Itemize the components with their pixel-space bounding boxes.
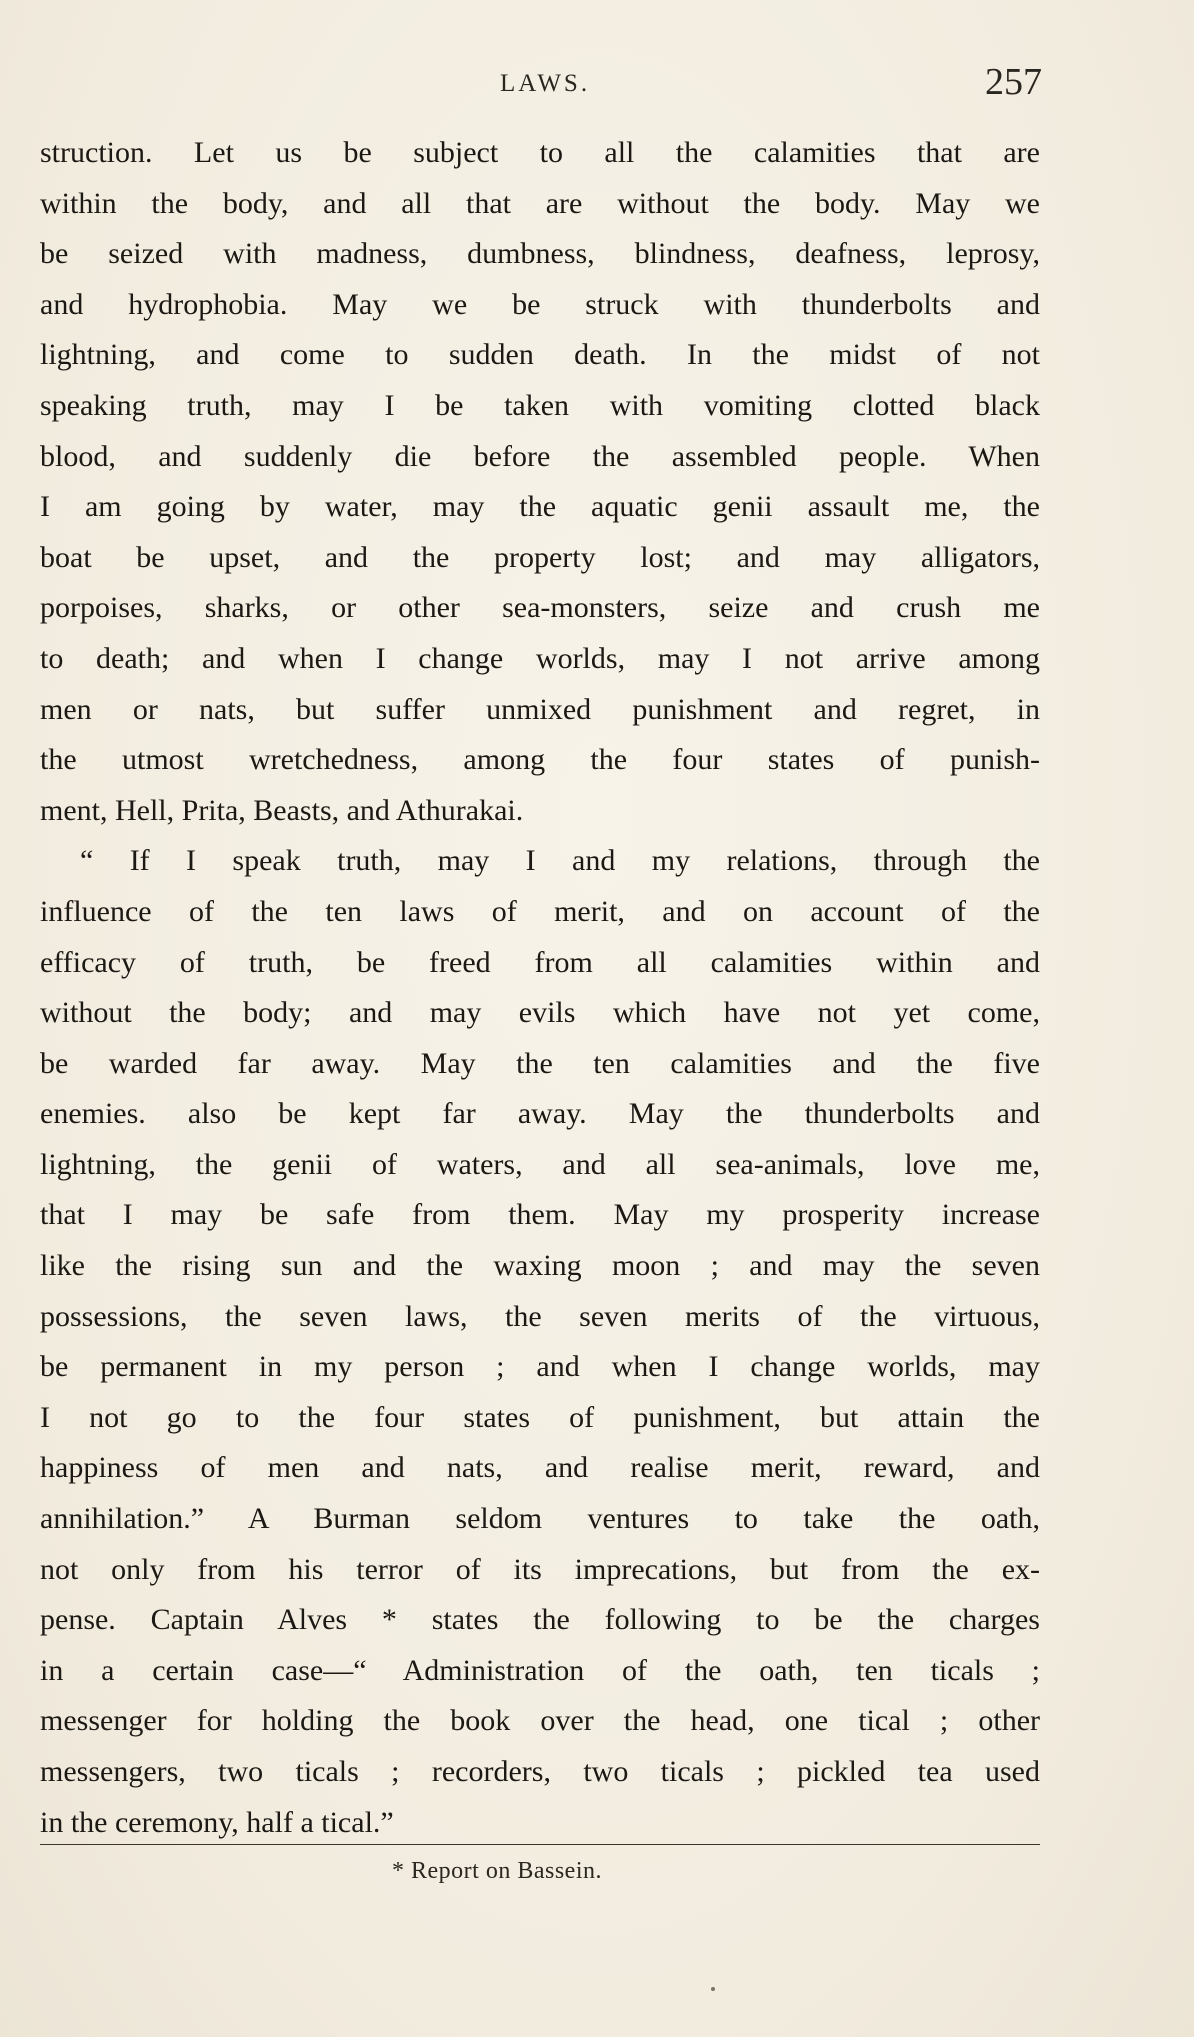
text-line: messengers, two ticals ; recorders, two ticals ; pickled tea used <box>40 1755 1040 1788</box>
text-line: influence of the ten laws of merit, and on account of the <box>40 894 1040 928</box>
text-line: possessions, the seven laws, the seven merits of the virtuous, <box>40 1299 1040 1333</box>
text-line: struction. Let us be subject to all the calamities that are <box>40 136 1040 169</box>
text-line: not only from his terror of its imprecations, but from the ex- <box>40 1552 1040 1586</box>
text-line: enemies. also be kept far away. May the thunderbolts and <box>40 1097 1040 1131</box>
text-line: without the body; and may evils which have not yet come, <box>40 996 1040 1030</box>
text-line: I not go to the four states of punishment, but attain the <box>40 1400 1040 1434</box>
paper-speck <box>711 1987 715 1991</box>
text-line: lightning, the genii of waters, and all sea-animals, love me, <box>40 1147 1040 1181</box>
text-line: in the ceremony, half a tical.” <box>40 1805 394 1839</box>
text-line: lightning, and come to sudden death. In the midst of not <box>40 338 1040 372</box>
text-line: I am going by water, may the aquatic genii assault me, the <box>40 490 1040 524</box>
text-line: blood, and suddenly die before the assembled people. When <box>40 439 1040 473</box>
text-line: annihilation.” A Burman seldom ventures to take the oath, <box>40 1502 1040 1536</box>
body-text <box>40 128 1040 1848</box>
text-line: in a certain case—“ Administration of the oath, ten ticals ; <box>40 1653 1040 1687</box>
text-line: “ If I speak truth, may I and my relations, through the <box>80 844 1040 878</box>
page-number: 257 <box>985 61 1042 103</box>
text-line: the utmost wretchedness, among the four states of punish- <box>40 743 1040 777</box>
text-line: that I may be safe from them. May my prosperity increase <box>40 1198 1040 1232</box>
footnote: * Report on Bassein. <box>392 1858 602 1884</box>
text-line: speaking truth, may I be taken with vomiting clotted black <box>40 388 1040 422</box>
text-line: be seized with madness, dumbness, blindness, deafness, leprosy, <box>40 237 1040 271</box>
text-line: messenger for holding the book over the head, one tical ; other <box>40 1704 1040 1738</box>
text-line: ment, Hell, Prita, Beasts, and Athurakai. <box>40 793 524 827</box>
text-line: men or nats, but suffer unmixed punishment and regret, in <box>40 692 1040 726</box>
footnote-divider <box>40 1844 1040 1845</box>
text-line: and hydrophobia. May we be struck with thunderbolts and <box>40 287 1040 321</box>
text-line: to death; and when I change worlds, may I not arrive among <box>40 641 1040 675</box>
text-line: within the body, and all that are without the body. May we <box>40 186 1040 220</box>
text-line: porpoises, sharks, or other sea-monsters, seize and crush me <box>40 591 1040 625</box>
text-line: be warded far away. May the ten calamities and the five <box>40 1046 1040 1080</box>
text-line: efficacy of truth, be freed from all calamities within and <box>40 945 1040 979</box>
text-line: like the rising sun and the waxing moon ; and may the seven <box>40 1249 1040 1283</box>
running-title: LAWS. <box>500 70 591 97</box>
text-line: boat be upset, and the property lost; and may alligators, <box>40 540 1040 574</box>
text-line: pense. Captain Alves * states the following to be the charges <box>40 1603 1040 1637</box>
text-line: be permanent in my person ; and when I change worlds, may <box>40 1350 1040 1384</box>
text-line: happiness of men and nats, and realise merit, reward, and <box>40 1451 1040 1485</box>
